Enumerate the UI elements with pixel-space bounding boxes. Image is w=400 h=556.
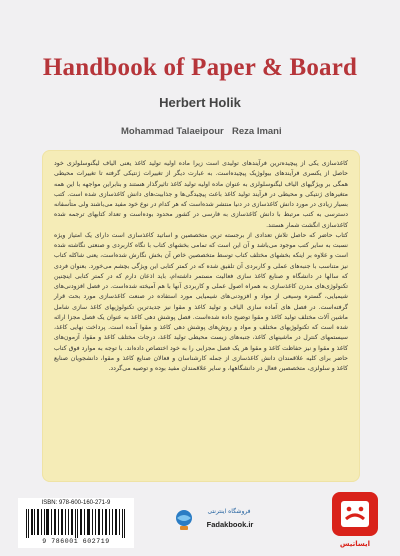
globe-icon (174, 508, 194, 532)
barcode-bars (24, 509, 128, 538)
description-panel (42, 150, 360, 482)
translator-name: Mohammad Talaeipour (121, 126, 224, 137)
store-name: فروشگاه اینترنتی (207, 508, 251, 515)
description-text (54, 159, 348, 374)
back-cover-footer (0, 480, 400, 556)
author-name: Herbert Holik (159, 95, 241, 110)
description-paragraph: کاغذسازی یکی از پیچیده‌ترین فرآیندهای تولیدی است زیرا ماده اولیه تولید کاغذ یعنی الیاف لیگنوسلولزی خود حاصل از یکسری فرآیندهای بیولوژیک پیچیده‌است. به عبارت دیگر از تغییرات ژنتیکی گرفته تا تغییرات محیطی همگی بر ویژگیهای الیاف لیگنوسلولزی به عنوان ماده اولیه تولید کاغذ تاثیرگذار هستند و بنابراین مواجهه با این همه متغیرهای ژنتیکی و محیطی در فرآیند تولید کاغذ باعث پیچیدگی‌ها و جذابیت‌های دانش کاغذسازی شده است. کتب بسیار زیادی در مورد دانش کاغذسازی در دنیا منتشر شده‌است که هر کدام در نوع خود مفید می‌باشند ولی متأسفانه دسترسی به کتب مرتبط با دانش کاغذسازی به فارسی در کشور محدود بوده‌است و تعداد کتابهای ترجمه شده کاغذسازی انگشت شمار هستند. (54, 160, 348, 229)
isbn-label: ISBN: 978-600-160-271-9 (41, 500, 111, 506)
barcode (18, 498, 134, 548)
barcode-number: 9 786001 602719 (42, 538, 110, 545)
translator-name: Reza Imani (232, 126, 282, 137)
book-title: Handbook of Paper & Board (42, 54, 358, 81)
publisher-logo-icon (328, 484, 382, 540)
publisher-logo (328, 484, 382, 556)
publisher-name: ایساتیس (339, 540, 371, 548)
translators (0, 126, 400, 140)
store-url: Fadakbook.ir (206, 520, 254, 529)
description-paragraph: کتاب حاضر که حاصل تلاش تعدادی از برجسته ترین متخصصین و اساتید کاغذسازی است دارای یک امتیاز ویژه نسبت به سایر کتب موجود می‌باشد و آن این است که تمامی بخشهای کتاب با نگاه کاربردی و صنعتی نگاشته شده است و علاوه بر اینکه بخشهای مختلف کتاب توسط متخصصین خاص آن بخش نگارش شده‌است، یعنی شاکله کتاب نیز متناسب با جنبه‌های عملی و کاربردی آن تلفیق شده که در کمتر کتابی این ویژگی بچشم می‌خورد. بعنوان فردی که سالها در دانشگاه و صنایع کاغذ سازی فعالیت مستمر داشته‌ام، باید اذعان دارم که در کمتر کتابی اینچنین تکنولوژی‌های مدرن کاغذسازی به همراه اصول عملی و کاربردی آنها با هم آمیخته شده‌است. در فصل افزودنی‌های شیمیایی، گستره وسیعی از مواد و افزودنی‌های شیمیایی مورد استفاده در صنعت کاغذسازی مورد بحث قرار گرفته‌است. در فصل های آماده سازی الیاف و تولید کاغذ و مقوا نیز جدیدترین تکنولوژیهای کاغذ سازی شامل ماشین آلات مختلف تولید کاغذ و مقوا توضیح داده شده‌است. فصل پوشش دهی کاغذ به عنوان یک فصل مجزا ارائه شده است که تکنولوژیهای مختلف و مواد و روش‌های پوشش دهی کاغذ و مقوا آمده است. پرداخت نهایی کاغذ، سیستمهای کنترل در ماشینهای کاغذ، جنبه‌های زیست محیطی تولید کاغذ، درجات مختلف کاغذ و مقوا، آزمون‌های کاغذ و مقوا و نیز حفاظت کاغذ و مقوا هر یک فصل مجزایی را به خود اختصاص داده‌اند. با توجه به موارد فوق کتاب حاضر برای کلیه علاقمندان دانش کاغذسازی از جمله کارشناسان و فعالان صنایع کاغذ و مقوا، دانشجویان صنایع کاغذ و سلولزی، متخصصین فعال در دانشگاهها، و سایر علاقمندان مفید بوده و توصیه می‌گردد. (54, 231, 348, 372)
store-logo-block (174, 504, 266, 540)
